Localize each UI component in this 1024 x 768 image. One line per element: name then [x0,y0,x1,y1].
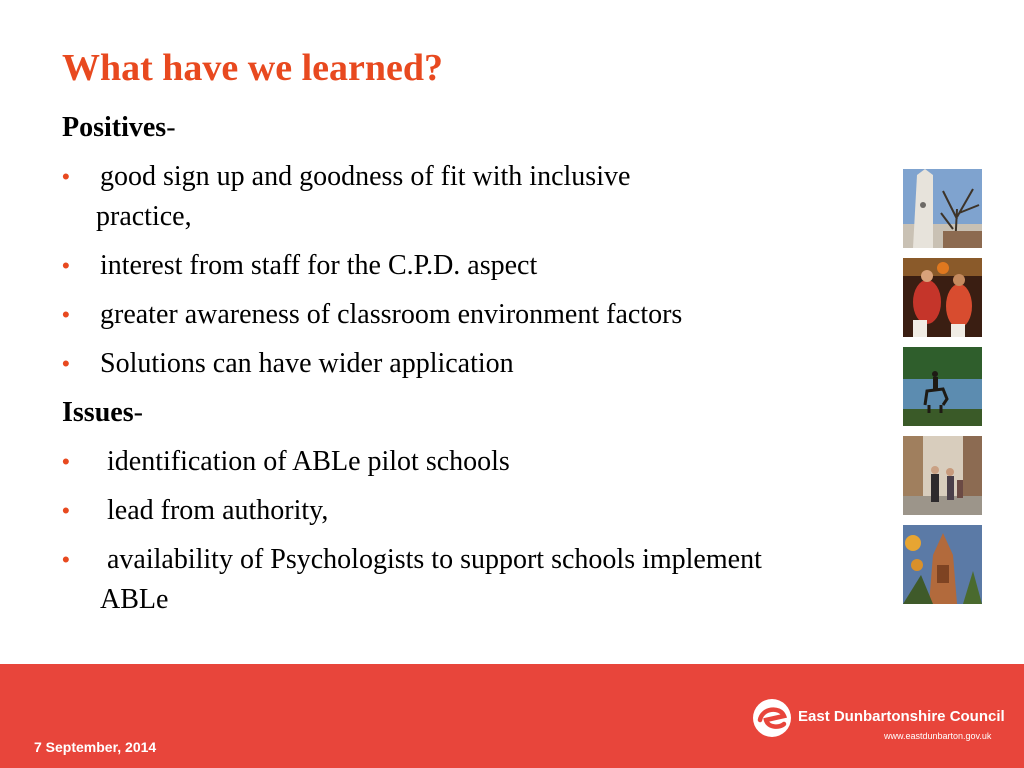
bullet-icon: • [62,164,70,189]
list-item: • lead from authority, [62,491,902,531]
positives-heading: Positives- [62,112,176,143]
street-shoppers-photo [903,436,982,515]
council-logo [752,698,1012,748]
bullet-icon: • [62,351,70,376]
church-tower-photo [903,525,982,604]
bullet-icon: • [62,302,70,327]
basketball-photo [903,258,982,337]
bullet-icon: • [62,253,70,278]
slide-title: What have we learned? [62,47,444,89]
list-item: • interest from staff for the C.P.D. aspect [62,246,902,286]
bullet-icon: • [62,449,70,474]
horse-rider-lake-photo [903,347,982,426]
monument-photo [903,169,982,248]
council-url[interactable]: www.eastdunbarton.gov.uk [884,731,992,741]
footer-date: 7 September, 2014 [34,739,157,755]
council-logo-icon [752,698,792,738]
issues-heading: Issues- [62,397,143,428]
list-item-continuation: practice, [96,201,192,232]
list-item: • identification of ABLe pilot schools [62,442,902,482]
list-item: • good sign up and goodness of fit with inclusive [62,157,902,197]
list-item: • greater awareness of classroom environment factors [62,295,902,335]
bullet-icon: • [62,498,70,523]
bullet-icon: • [62,547,70,572]
list-item: • availability of Psychologists to support schools implement ABLe [62,540,902,620]
council-name: East Dunbartonshire Council [798,708,1005,725]
slide-body [62,108,902,629]
list-item: • Solutions can have wider application [62,344,902,384]
